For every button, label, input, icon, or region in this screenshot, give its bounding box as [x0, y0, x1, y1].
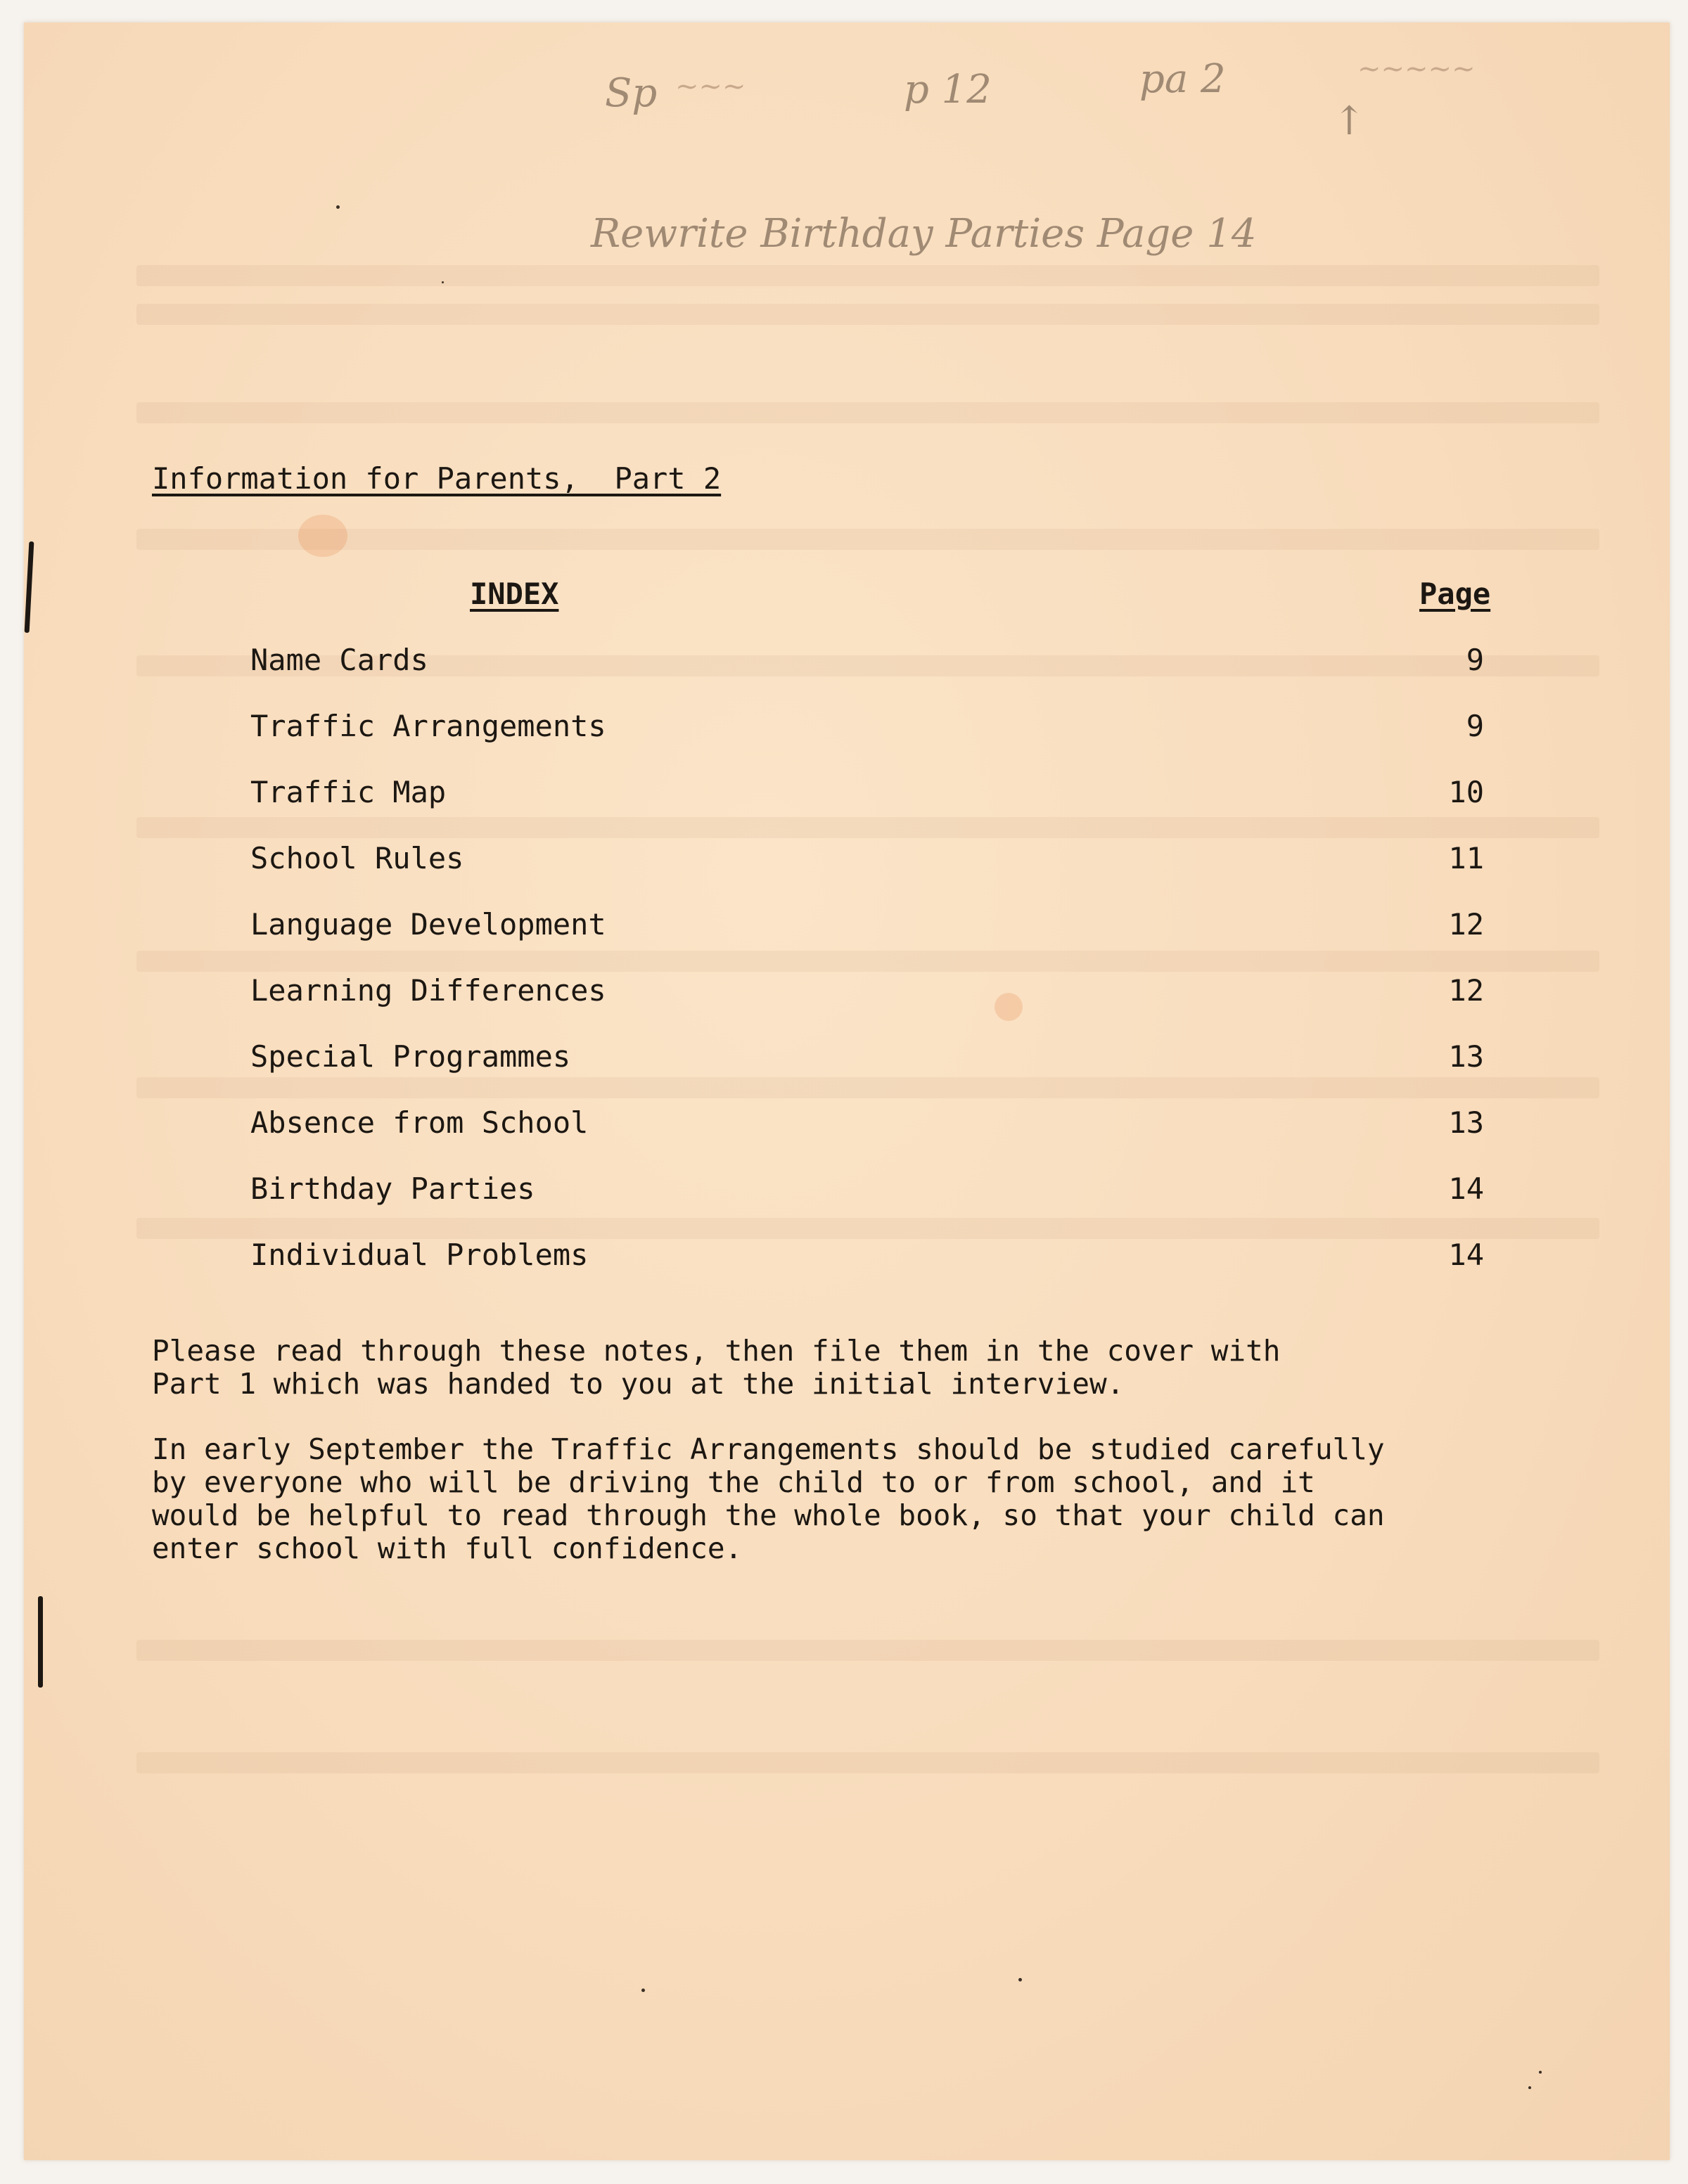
index-entry-label: Special Programmes — [250, 1039, 571, 1074]
index-entry-page: 14 — [1448, 1238, 1484, 1272]
index-entry-page: 13 — [1448, 1105, 1484, 1140]
speck — [1528, 2086, 1531, 2089]
bleed-through-line — [136, 1218, 1599, 1239]
bleed-through-line — [136, 951, 1599, 972]
handwritten-note-pa2: pa 2 — [1139, 56, 1226, 102]
index-entry-label: Learning Differences — [250, 973, 606, 1008]
handwritten-note-p12: p 12 — [904, 67, 992, 113]
index-entry-label: Name Cards — [250, 643, 428, 677]
handwritten-arrow-icon: ↑ — [1333, 98, 1366, 144]
index-entry-page: 11 — [1448, 841, 1484, 875]
margin-mark — [38, 1596, 43, 1688]
index-entry-label: Absence from School — [250, 1105, 589, 1140]
index-entry-page: 9 — [1466, 709, 1484, 743]
bleed-through-line — [136, 1640, 1599, 1661]
index-entry-label: Traffic Arrangements — [250, 709, 606, 743]
speck — [1018, 1978, 1022, 1981]
index-entry-page: 13 — [1448, 1039, 1484, 1074]
index-entry-label: Individual Problems — [250, 1238, 589, 1272]
handwritten-scribble: ~~~ — [675, 70, 746, 103]
bleed-through-line — [136, 1077, 1599, 1098]
page-column-heading: Page — [1419, 577, 1491, 611]
speck — [442, 281, 444, 283]
index-entry-page: 14 — [1448, 1171, 1484, 1206]
index-entry-page: 12 — [1448, 907, 1484, 942]
instructions-paragraph: Please read through these notes, then file them in the cover with Part 1 which was handed to you at the initial interview. — [152, 1334, 1281, 1401]
handwritten-note-rewrite: Rewrite Birthday Parties Page 14 — [591, 211, 1257, 257]
index-entry-page: 9 — [1466, 643, 1484, 677]
index-entry-label: Language Development — [250, 907, 606, 942]
handwritten-scribble-erased: ~~~~~ — [1357, 53, 1476, 85]
bleed-through-line — [136, 1752, 1599, 1773]
paper-sheet — [24, 23, 1670, 2160]
index-entry-page: 10 — [1448, 775, 1484, 809]
bleed-through-line — [136, 817, 1599, 838]
bleed-through-line — [136, 304, 1599, 325]
index-entry-label: Traffic Map — [250, 775, 447, 809]
bleed-through-line — [136, 265, 1599, 286]
paper-stain — [298, 515, 347, 557]
handwritten-note-sp: Sp — [605, 70, 658, 116]
index-heading: INDEX — [470, 577, 559, 611]
document-title: Information for Parents, Part 2 — [152, 461, 722, 496]
bleed-through-line — [136, 402, 1599, 423]
speck — [336, 205, 340, 209]
bleed-through-line — [136, 529, 1599, 550]
index-entry-label: School Rules — [250, 841, 464, 875]
speck — [641, 1989, 645, 1992]
index-entry-page: 12 — [1448, 973, 1484, 1008]
speck — [1539, 2071, 1542, 2074]
index-entry-label: Birthday Parties — [250, 1171, 535, 1206]
paper-stain — [995, 993, 1023, 1021]
september-paragraph: In early September the Traffic Arrangements should be studied carefully by everyone who will be driving the child to or from school, and it would be helpful to read through the whole book, so that your child can enter school with full confidence. — [152, 1432, 1385, 1565]
